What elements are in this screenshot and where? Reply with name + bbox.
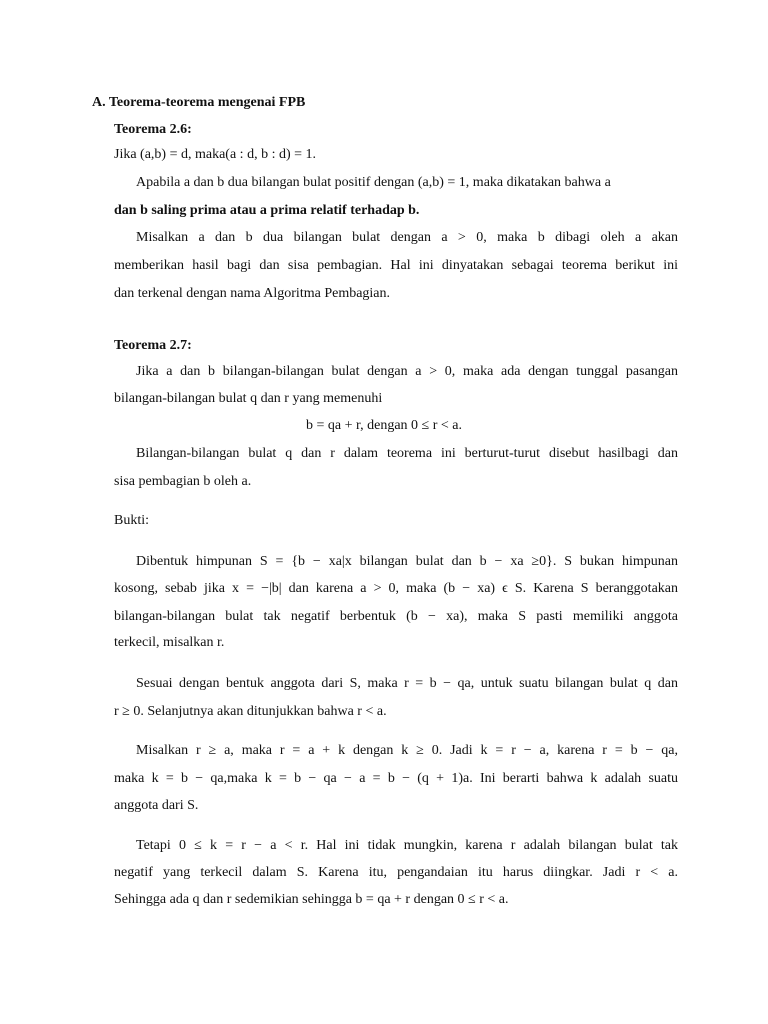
names-paragraph-line-1: Bilangan-bilangan bulat q dan r dalam teorema ini berturut-turut disebut hasilbagi dan <box>136 446 678 461</box>
theorem-2-7-line-2: bilangan-bilangan bulat q dan r yang memenuhi <box>114 391 383 406</box>
proof-paragraph-4-line-2: negatif yang terkecil dalam S. Karena itu, pengandaian itu harus diingkar. Jadi r < a. <box>114 865 678 880</box>
proof-paragraph-1-line-4: terkecil, misalkan r. <box>114 635 225 650</box>
proof-paragraph-3-line-1: Misalkan r ≥ a, maka r = a + k dengan k ≥ 0. Jadi k = r − a, karena r = b − qa, <box>136 743 678 758</box>
names-paragraph-line-2: sisa pembagian b oleh a. <box>114 474 252 489</box>
bukti-label: Bukti: <box>114 513 150 528</box>
division-intro-line-3: dan terkenal dengan nama Algoritma Pembagian. <box>114 286 391 301</box>
proof-paragraph-1-line-3: bilangan-bilangan bulat tak negatif berbentuk (b − xa), maka S pasti memiliki anggota <box>114 609 678 624</box>
division-intro-line-1: Misalkan a dan b dua bilangan bulat dengan a > 0, maka b dibagi oleh a akan <box>136 230 678 245</box>
proof-paragraph-4-line-3: Sehingga ada q dan r sedemikian sehingga b = qa + r dengan 0 ≤ r < a. <box>114 892 509 907</box>
section-heading: A. Teorema-teorema mengenai FPB <box>92 95 306 110</box>
coprime-paragraph-line-1: Apabila a dan b dua bilangan bulat positif dengan (a,b) = 1, maka dikatakan bahwa a <box>136 175 611 190</box>
proof-paragraph-3-line-2: maka k = b − qa,maka k = b − qa − a = b − (q + 1)a. Ini berarti bahwa k adalah suatu <box>114 771 678 786</box>
theorem-2-6-statement: Jika (a,b) = d, maka(a : d, b : d) = 1. <box>114 147 317 162</box>
proof-paragraph-2-line-1: Sesuai dengan bentuk anggota dari S, maka r = b − qa, untuk suatu bilangan bulat q dan <box>136 676 678 691</box>
proof-paragraph-3-line-3: anggota dari S. <box>114 798 199 813</box>
theorem-2-7-formula: b = qa + r, dengan 0 ≤ r < a. <box>306 418 462 433</box>
theorem-2-6-title: Teorema 2.6: <box>114 122 192 137</box>
proof-paragraph-1-line-1: Dibentuk himpunan S = {b − xa|x bilangan bulat dan b − xa ≥0}. S bukan himpunan <box>136 554 678 569</box>
proof-paragraph-1-line-2: kosong, sebab jika x = −|b| dan karena a > 0, maka (b − xa) ϵ S. Karena S beranggotakan <box>114 581 678 596</box>
coprime-paragraph-line-2: dan b saling prima atau a prima relatif terhadap b. <box>114 203 420 218</box>
theorem-2-7-title: Teorema 2.7: <box>114 338 192 353</box>
theorem-2-7-line-1: Jika a dan b bilangan-bilangan bulat dengan a > 0, maka ada dengan tunggal pasangan <box>136 364 678 379</box>
proof-paragraph-4-line-1: Tetapi 0 ≤ k = r − a < r. Hal ini tidak mungkin, karena r adalah bilangan bulat tak <box>136 838 678 853</box>
proof-paragraph-2-line-2: r ≥ 0. Selanjutnya akan ditunjukkan bahwa r < a. <box>114 704 387 719</box>
division-intro-line-2: memberikan hasil bagi dan sisa pembagian. Hal ini dinyatakan sebagai teorema berikut ini <box>114 258 678 273</box>
